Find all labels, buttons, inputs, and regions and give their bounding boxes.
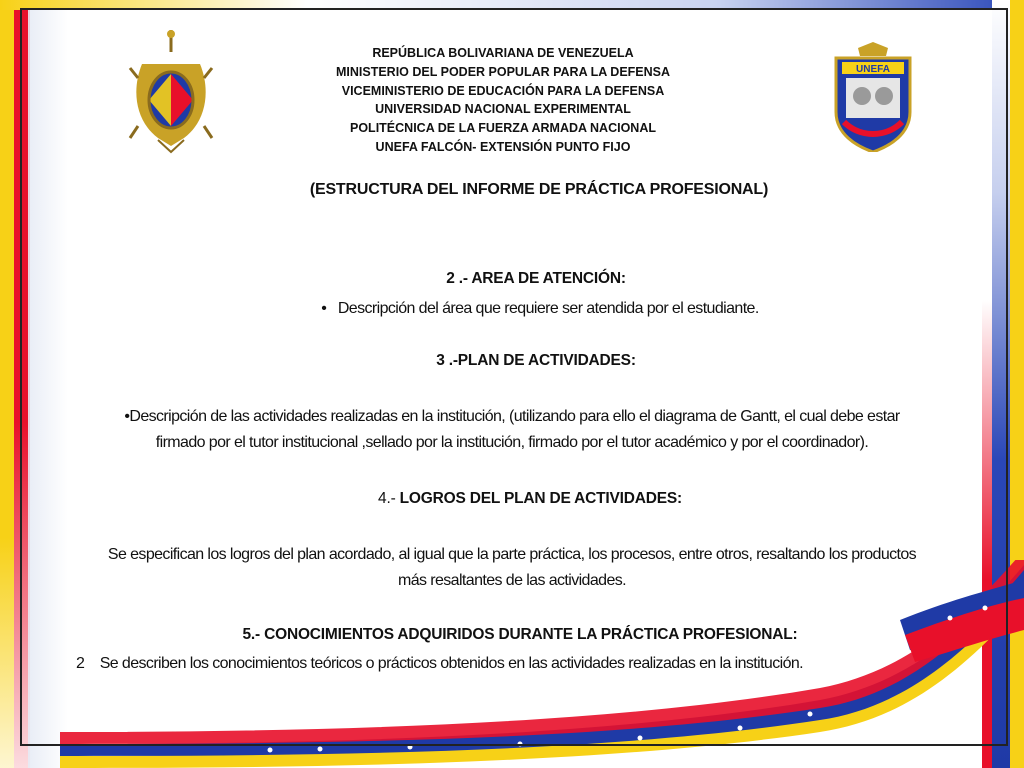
section-text: más resaltantes de las actividades. [397,572,627,589]
institution-header [300,44,706,157]
section-number: 4.- [378,490,400,507]
section-text: Se describen los conocimientos teóricos o prácticos obtenidos en las actividades realizadas en la institución. [99,655,804,672]
document-title: (ESTRUCTURA DEL INFORME DE PRÁCTICA PROFESIONAL) [309,181,769,198]
header-line: VICEMINISTERIO DE EDUCACIÓN PARA LA DEFENSA [341,83,665,98]
header-line: UNIVERSIDAD NACIONAL EXPERIMENTAL [375,102,631,117]
section-text: •Descripción de las actividades realizadas en la institución, (utilizando para ello el diagrama de Gantt, el cual debe estar [124,408,900,425]
section-body [40,542,984,594]
bullet: 2 [76,655,85,672]
header-line: UNEFA FALCÓN- EXTENSIÓN PUNTO FIJO [375,139,631,154]
section-body [60,404,964,456]
section-body [76,651,896,677]
header-line: REPÚBLICA BOLIVARIANA DE VENEZUELA [372,46,634,60]
section-text: firmado por el tutor institucional ,sellado por la institución, firmado por el tutor académico y por el coordinador). [155,434,869,451]
unefa-shield-logo [830,42,916,152]
section-heading [250,490,810,508]
section-text: Se especifican los logros del plan acordado, al igual que la parte práctica, los procesos, entre otros, resaltando los productos [107,546,917,563]
section-heading-text: LOGROS DEL PLAN DE ACTIVIDADES: [399,490,682,507]
section-body [240,296,840,322]
armed-forces-emblem [128,28,214,154]
section-text: Descripción del área que requiere ser atendida por el estudiante. [337,300,759,317]
section-heading: 3 .-PLAN DE ACTIVIDADES: [436,352,636,369]
section-heading: 5.- CONOCIMIENTOS ADQUIRIDOS DURANTE LA PRÁCTICA PROFESIONAL: [242,626,798,643]
header-line: POLITÉCNICA DE LA FUERZA ARMADA NACIONAL [350,121,656,136]
bullet: • [321,300,327,317]
header-line: MINISTERIO DEL PODER POPULAR PARA LA DEFENSA [335,64,671,79]
unefa-logo-text: UNEFA [856,64,890,75]
section-heading: 2 .- AREA DE ATENCIÓN: [446,270,626,287]
